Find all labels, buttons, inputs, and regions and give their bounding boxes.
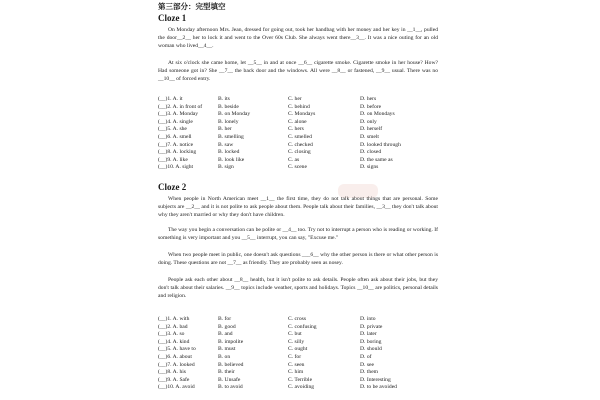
option-a: (__)1. A. with — [158, 316, 190, 322]
option-c: C. confusing — [288, 323, 317, 330]
option-b: B. their — [218, 369, 235, 376]
option-row — [158, 104, 438, 112]
option-row — [158, 134, 438, 142]
option-b: B. impolite — [218, 338, 244, 345]
option-d: D. hers — [360, 96, 377, 102]
option-row — [158, 126, 438, 134]
option-b: B. its — [218, 96, 230, 102]
option-row — [158, 324, 438, 332]
option-a: (__)7. A. looked — [158, 361, 195, 368]
option-d: D. boring — [360, 338, 382, 345]
option-b: B. sign — [218, 164, 234, 171]
option-a: (__)9. A. like — [158, 156, 188, 163]
option-b: B. good — [218, 323, 236, 330]
option-d: D. before — [360, 103, 382, 110]
option-d: D. smelt — [360, 133, 379, 140]
option-d: D. of — [360, 353, 372, 360]
option-d: D. the same as — [360, 156, 393, 163]
option-row — [158, 142, 438, 150]
option-d: D. should — [360, 346, 382, 353]
option-row — [158, 96, 438, 104]
option-row — [158, 111, 438, 119]
option-a: (__)9. A. Safe — [158, 376, 190, 383]
option-d: D. private — [360, 323, 383, 330]
option-a: (__)5. A. have to — [158, 346, 196, 353]
option-d: D. later — [360, 331, 377, 338]
option-c: C. smelled — [288, 133, 312, 140]
option-row — [158, 384, 438, 392]
option-c: C. her — [288, 96, 302, 102]
option-c: C. checked — [288, 141, 313, 148]
option-b: B. saw — [218, 141, 234, 148]
option-d: D. signs — [360, 164, 379, 171]
option-a: (__)2. A. in front of — [158, 103, 203, 110]
option-a: (__)10. A. sight — [158, 164, 194, 171]
option-c: C. ought — [288, 346, 308, 353]
option-b: B. smelling — [218, 133, 244, 140]
option-d: D. herself — [360, 126, 383, 133]
option-c: C. Mondays — [288, 111, 316, 118]
option-row — [158, 339, 438, 347]
option-b: B. locked — [218, 149, 240, 156]
option-row — [158, 119, 438, 127]
option-d: D. looked through — [360, 141, 401, 148]
cloze1-paragraph-1: On Monday afternoon Mrs. Jean, dressed for going out, took her handbag with her money and her key in __1__, pulled the door__2__ her to lock it and went to the Over 60s Club. She always went there__3__. It was a nice outing for an old woman who lived__4__. — [158, 27, 438, 49]
option-row — [158, 354, 438, 362]
option-c: C. hers — [288, 126, 304, 133]
option-c: C. Terrible — [288, 376, 313, 383]
cloze1-heading: Cloze 1 — [158, 13, 187, 23]
option-a: (__)10. A. avoid — [158, 384, 195, 391]
option-b: B. Unsafe — [218, 376, 241, 383]
option-a: (__)3. A. Monday — [158, 111, 199, 118]
option-a: (__)7. A. notice — [158, 141, 194, 148]
option-c: C. avoiding — [288, 384, 315, 391]
option-c: C. silly — [288, 338, 305, 345]
option-a: (__)8. A. his — [158, 369, 186, 376]
cloze2-paragraph-1: When people in North American meet __1__ the first time, they do not talk about things that are personal. Some subjects are __2__ and it is not polite to ask people about them. People talk about their families, __3__ they don't talk about why they aren't married or why they don't have children. — [158, 196, 438, 218]
option-row — [158, 316, 438, 324]
option-d: D. to be avoided — [360, 384, 397, 391]
cloze1-options — [158, 96, 438, 172]
option-d: D. into — [360, 316, 376, 322]
option-d: D. Interesting — [360, 376, 391, 383]
option-c: C. for — [288, 353, 302, 360]
option-a: (__)5. A. she — [158, 126, 187, 133]
option-c: C. alone — [288, 118, 307, 125]
option-c: C. scene — [288, 164, 307, 171]
option-b: B. for — [218, 316, 232, 322]
option-a: (__)6. A. about — [158, 353, 192, 360]
option-b: B. must — [218, 346, 236, 353]
option-c: C. as — [288, 156, 300, 163]
option-b: B. believed — [218, 361, 244, 368]
option-a: (__)8. A. locking — [158, 149, 197, 156]
cloze1-paragraph-2: At six o'clock she came home, let __5__ in and at once __6__ cigarette smoke. Cigarette smoke in her house? How? Had someone got in? She __7__ the back door and the windows. All were __8__ or fastened, __9__ usual. There was no __10__ of forced entry. — [158, 60, 438, 82]
option-a: (__)4. A. kind — [158, 338, 190, 345]
option-c: C. seen — [288, 361, 305, 368]
option-b: B. on — [218, 353, 231, 360]
option-row — [158, 362, 438, 370]
option-c: C. cross — [288, 316, 307, 322]
option-b: B. on Monday — [218, 111, 251, 118]
cloze2-paragraph-4: People ask each other about __8__ health, but it isn't polite to ask details. People often ask about their jobs, but they don't talk about their salaries. __9__ topics include weather, sports and holidays. Topics __10__ are politics, personal details and religion. — [158, 277, 438, 299]
option-d: D. see — [360, 361, 374, 368]
option-row — [158, 331, 438, 339]
option-b: B. look like — [218, 156, 245, 163]
cloze2-paragraph-2: The way you begin a conversation can be polite or __4__ too. Try not to interrupt a person who is reading or working. If something is very important and you __5__ interrupt, you can say, "Excuse me." — [158, 227, 438, 241]
option-b: B. lonely — [218, 118, 239, 125]
option-row — [158, 149, 438, 157]
option-d: D. closed — [360, 149, 382, 156]
cloze2-heading: Cloze 2 — [158, 182, 187, 192]
option-b: B. her — [218, 126, 232, 133]
option-c: C. behind — [288, 103, 310, 110]
option-a: (__)2. A. bad — [158, 323, 188, 330]
option-d: D. only — [360, 118, 377, 125]
option-b: B. to avoid — [218, 384, 243, 391]
option-c: C. closing — [288, 149, 311, 156]
option-a: (__)1. A. it — [158, 96, 183, 102]
option-row — [158, 164, 438, 172]
option-c: C. but — [288, 331, 302, 338]
option-row — [158, 346, 438, 354]
cloze2-paragraph-3: When two people meet in public, one doesn't ask questions ___6__ why the other person is there or what other person is doing. These questions are not __7__ as friendly. They are probably seen as nosey. — [158, 252, 438, 266]
option-row — [158, 157, 438, 165]
option-b: B. and — [218, 331, 233, 338]
section-title: 第三部分：完型填空 — [158, 2, 226, 11]
cloze2-options — [158, 316, 438, 392]
option-a: (__)4. A. single — [158, 118, 193, 125]
option-d: D. them — [360, 369, 379, 376]
option-b: B. beside — [218, 103, 239, 110]
option-c: C. him — [288, 369, 304, 376]
option-d: D. on Mondays — [360, 111, 395, 118]
option-row — [158, 377, 438, 385]
option-row — [158, 369, 438, 377]
option-a: (__)6. A. smell — [158, 133, 192, 140]
option-a: (__)3. A. so — [158, 331, 185, 338]
